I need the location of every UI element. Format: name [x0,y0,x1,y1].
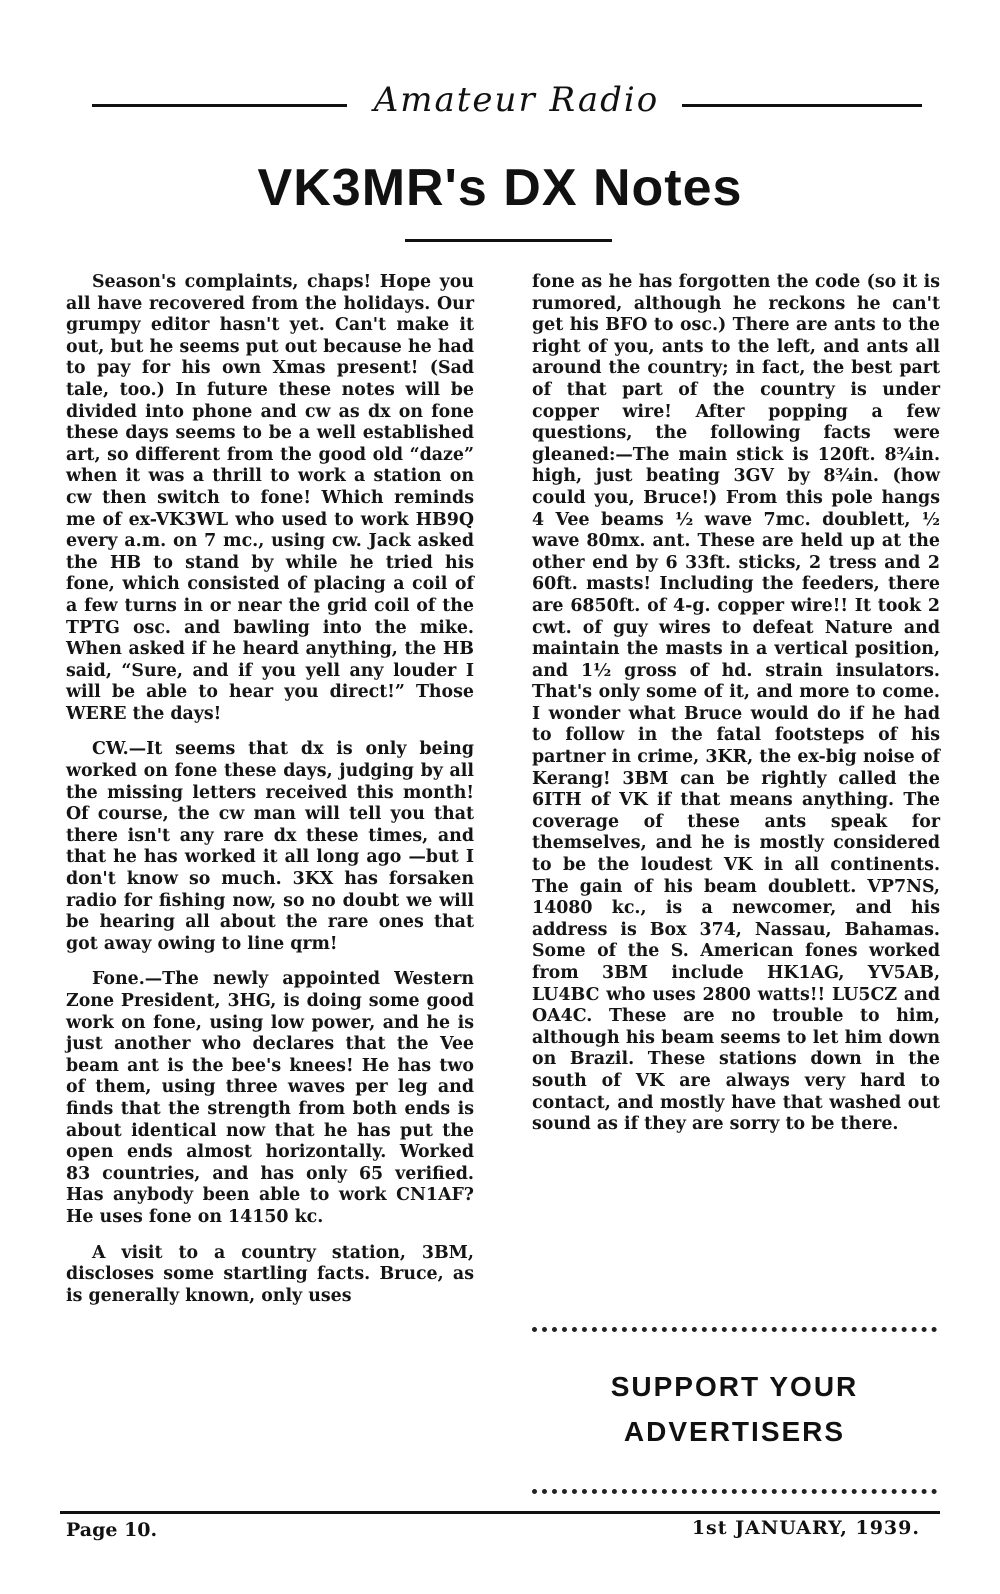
paragraph-visit: A visit to a country station, 3BM, discloses some startling facts. Bruce, as is generally known, only uses [66,1242,474,1306]
masthead-rule-left [92,104,347,107]
paragraph-fone: Fone.—The newly appointed Western Zone President, 3HG, is doing some good work on fone, using low power, and he is just another who declares that the Vee beam ant is the bee's knees! He has two of them, using three waves per leg and finds that the strength from both ends is about identical now that he has put the open ends almost horizontally. Worked 83 countries, and has only 65 verified. Has anybody been able to work CN1AF? He uses fone on 14150 kc. [66,969,474,1227]
masthead-script: Amateur Radio [373,80,660,120]
masthead [92,78,922,128]
dotted-divider-bottom [532,1489,937,1494]
title-underline [405,239,612,242]
footer-rule [60,1511,940,1514]
support-line-2: ADVERTISERS [623,1416,846,1447]
support-line-1: SUPPORT YOUR [610,1371,859,1402]
issue-date: 1st JANUARY, 1939. [691,1517,920,1539]
paragraph-continued: fone as he has forgotten the code (so it is rumored, although he reckons he can't get his BFO to osc.) There are ants to the right of you, ants to the left, and ants all around the country; in fact, the best part of that part of the country is under copper wire! After popping a few questions, the following facts were gleaned:—The main stick is 120ft. 8¾in. high, just beating 3GV by 8¾in. (how could you, Bruce!) From this pole hangs 4 Vee beams ½ wave 7mc. doublett, ½ wave 80mx. ant. These are held up at the other end by 6 33ft. sticks, 2 tress and 2 60ft. masts! Including the feeders, there are 6850ft. of 4-g. copper wire!! It took 2 cwt. of guy wires to defeat Nature and maintain the masts in a vertical position, and 1½ gross of hd. strain insulators. That's only some of it, and more to come. I wonder what Bruce would do if he had to follow in the fatal footsteps of his partner in crime, 3KR, the ex-big noise of Kerang! 3BM can be rightly called the 6ITH of VK if that means anything. The coverage of these ants speak for themselves, and he is mostly considered to be the loudest VK in all continents. The gain of his beam doublett. VP7NS, 14080 kc., is a newcomer, and his address is Box 374, Nassau, Bahamas. Some of the S. American fones worked from 3BM include HK1AG, YV5AB, LU4BC who uses 2800 watts!! LU5CZ and OA4C. These are no trouble to him, although his beam seems to let him down on Brazil. These stations down in the south of VK are always very hard to contact, and mostly have that washed out sound as if they are sorry to be there. [532,272,940,1135]
right-column [532,272,940,1150]
masthead-rule-right [682,104,922,107]
page-number: Page 10. [66,1519,158,1541]
article-title: VK3MR's DX Notes [257,159,743,217]
paragraph-intro: Season's complaints, chaps! Hope you all have recovered from the holidays. Our grumpy editor hasn't yet. Can't make it out, but he seems put out because he had to pay for his own Xmas present! (Sad tale, too.) In future these notes will be divided into phone and cw as dx on fone these days seems to be a well established art, so different from the good old “daze” when it was a thrill to work a station on cw then switch to fone! Which reminds me of ex-VK3WL who used to work HB9Q every a.m. on 7 mc., using cw. Jack asked the HB to stand by while he tried his fone, which consisted of placing a coil of a few turns in or near the grid coil of the TPTG osc. and bawling into the mike. When asked if he heard anything, the HB said, “Sure, and if you yell any louder I will be able to hear you direct!” Those WERE the days! [66,272,474,724]
dotted-divider-top [532,1327,937,1332]
left-column [66,272,474,1321]
paragraph-cw: CW.—It seems that dx is only being worked on fone these days, judging by all the missing letters received this month! Of course, the cw man will tell you that there isn't any rare dx these times, and that he has worked it all long ago —but I don't know so much. 3KX has forsaken radio for fishing now, so no doubt we will be hearing all about the rare ones that got away owing to line qrm! [66,739,474,954]
